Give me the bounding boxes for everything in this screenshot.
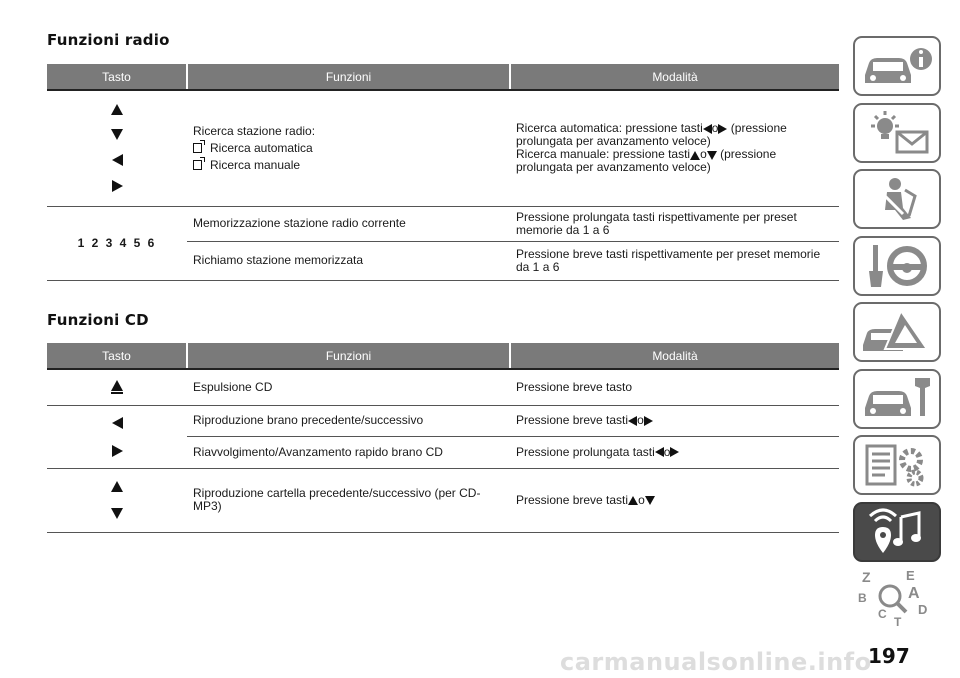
radio-section-title: Funzioni radio bbox=[47, 31, 170, 49]
arrow-up-icon bbox=[111, 481, 123, 492]
function-title: Ricerca stazione radio: bbox=[193, 123, 316, 138]
bullet-icon bbox=[193, 143, 202, 153]
arrow-right-icon bbox=[112, 180, 123, 192]
tab-multimedia[interactable] bbox=[853, 502, 941, 562]
tab-car-info[interactable] bbox=[853, 36, 941, 96]
tab-warning-lights[interactable] bbox=[853, 103, 941, 163]
header-funzioni: Funzioni bbox=[187, 64, 510, 90]
header-tasto: Tasto bbox=[47, 343, 187, 369]
cd-section-title: Funzioni CD bbox=[47, 311, 149, 329]
eject-function: Espulsione CD bbox=[187, 369, 510, 405]
list-item: Ricerca automatica bbox=[193, 142, 504, 155]
preset-store-function: Memorizzazione stazione radio corrente bbox=[187, 206, 510, 241]
watermark: carmanualsonline.info bbox=[560, 648, 872, 676]
arrow-down-icon bbox=[111, 508, 123, 519]
arrow-left-icon bbox=[112, 417, 123, 429]
safety-airbag-icon bbox=[857, 174, 937, 224]
multimedia-icon bbox=[857, 507, 937, 557]
car-info-icon bbox=[857, 41, 937, 91]
arrow-left-icon bbox=[703, 124, 712, 134]
folder-keys bbox=[47, 468, 187, 532]
track-skip-mode: Pressione breve tasti o bbox=[510, 405, 839, 436]
arrow-left-icon bbox=[628, 416, 637, 426]
cd-table bbox=[47, 343, 839, 533]
track-keys bbox=[47, 405, 187, 468]
track-skip-function: Riproduzione brano precedente/successivo bbox=[187, 405, 510, 436]
arrow-up-icon bbox=[628, 496, 638, 505]
emergency-icon bbox=[857, 307, 937, 357]
header-modalita: Modalità bbox=[510, 343, 839, 369]
svg-text:E: E bbox=[906, 568, 915, 583]
radio-seek-keys bbox=[47, 90, 187, 206]
tab-technical-data[interactable] bbox=[853, 435, 941, 495]
preset-recall-function: Richiamo stazione memorizzata bbox=[187, 241, 510, 280]
eject-key bbox=[47, 369, 187, 405]
tab-emergency[interactable] bbox=[853, 302, 941, 362]
tab-key-steering[interactable] bbox=[853, 236, 941, 296]
folder-function: Riproduzione cartella precedente/successivo (per CD-MP3) bbox=[187, 468, 510, 532]
track-seek-mode: Pressione prolungata tasti o bbox=[510, 436, 839, 468]
warning-lights-icon bbox=[857, 108, 937, 158]
technical-data-icon bbox=[857, 440, 937, 490]
page-number: 197 bbox=[868, 644, 910, 668]
preset-keys: 1 2 3 4 5 6 bbox=[47, 206, 187, 280]
index-icon bbox=[854, 568, 940, 628]
maintenance-icon bbox=[857, 374, 937, 424]
svg-text:D: D bbox=[918, 602, 928, 617]
list-item: Ricerca manuale bbox=[193, 159, 504, 172]
svg-text:T: T bbox=[894, 615, 902, 628]
header-modalita: Modalità bbox=[510, 64, 839, 90]
arrow-down-icon bbox=[707, 151, 717, 160]
arrow-down-icon bbox=[111, 129, 123, 140]
bullet-icon bbox=[193, 160, 202, 170]
svg-text:B: B bbox=[858, 591, 867, 605]
arrow-right-icon bbox=[718, 124, 727, 134]
track-seek-function: Riavvolgimento/Avanzamento rapido brano CD bbox=[187, 436, 510, 468]
arrow-right-icon bbox=[112, 445, 123, 457]
svg-text:A: A bbox=[908, 585, 920, 602]
key-steering-icon bbox=[857, 241, 937, 291]
arrow-right-icon bbox=[644, 416, 653, 426]
eject-icon bbox=[111, 380, 123, 394]
svg-text:C: C bbox=[878, 607, 887, 621]
arrow-up-icon bbox=[690, 151, 700, 160]
header-tasto: Tasto bbox=[47, 64, 187, 90]
arrow-down-icon bbox=[645, 496, 655, 505]
radio-seek-function bbox=[187, 90, 510, 206]
preset-store-mode: Pressione prolungata tasti rispettivamente per preset memorie da 1 a 6 bbox=[510, 206, 839, 241]
radio-seek-mode: Ricerca automatica: pressione tasti o (pressione prolungata per avanzamento veloce) Ricerca manuale: pressione tasti o (pressione prolungata per avanzamento veloce) bbox=[510, 90, 839, 206]
radio-table bbox=[47, 64, 839, 281]
arrow-left-icon bbox=[655, 447, 664, 457]
folder-mode: Pressione breve tasti o bbox=[510, 468, 839, 532]
arrow-right-icon bbox=[670, 447, 679, 457]
tab-maintenance[interactable] bbox=[853, 369, 941, 429]
tab-safety[interactable] bbox=[853, 169, 941, 229]
arrow-up-icon bbox=[111, 104, 123, 115]
tab-index[interactable] bbox=[853, 568, 941, 628]
eject-mode: Pressione breve tasto bbox=[510, 369, 839, 405]
svg-text:Z: Z bbox=[862, 569, 871, 585]
header-funzioni: Funzioni bbox=[187, 343, 510, 369]
preset-recall-mode: Pressione breve tasti rispettivamente per preset memorie da 1 a 6 bbox=[510, 241, 839, 280]
arrow-left-icon bbox=[112, 154, 123, 166]
